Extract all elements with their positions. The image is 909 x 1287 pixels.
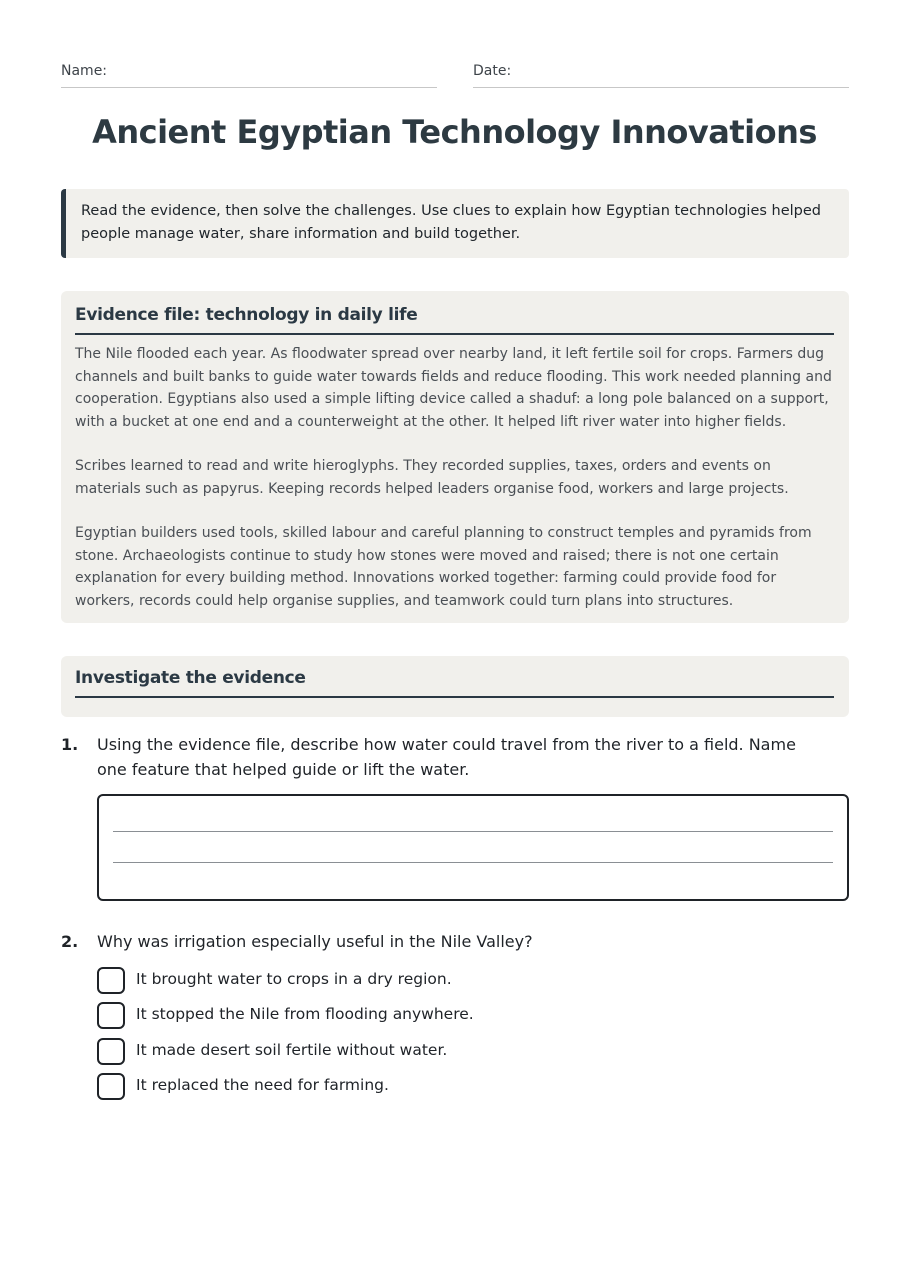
question-1 [61, 732, 849, 904]
investigate-section-header [61, 656, 849, 717]
answer-box[interactable] [97, 794, 849, 901]
option-label: It made desert soil fertile without water. [136, 1041, 448, 1059]
option-label: It replaced the need for farming. [136, 1076, 389, 1094]
option-label: It brought water to crops in a dry region. [136, 970, 452, 988]
checkbox[interactable] [97, 1002, 125, 1029]
checkbox[interactable] [97, 1073, 125, 1100]
evidence-paragraph: Scribes learned to read and write hieroglyphs. They recorded supplies, taxes, orders and events on materials such as papyrus. Keeping records helped leaders organise food, workers and large projects. [75, 458, 789, 497]
name-label: Name: [61, 63, 108, 79]
evidence-file-panel [61, 291, 849, 623]
date-label: Date: [473, 63, 512, 79]
investigate-heading: Investigate the evidence [75, 666, 834, 698]
question-text: Using the evidence file, describe how water could travel from the river to a field. Name one feature that helped guide or lift the water. [97, 735, 796, 779]
option-label: It stopped the Nile from flooding anywhere. [136, 1005, 474, 1023]
date-field[interactable] [473, 60, 849, 88]
evidence-paragraph: Egyptian builders used tools, skilled labour and careful planning to construct temples and pyramids from stone. Archaeologists continue to study how stones were moved and raised; there is not one certain explanation for every building method. Innovations worked together: farming could provide food for workers, records could help organise supplies, and teamwork could turn plans into structures. [75, 525, 812, 609]
question-number: 1. [61, 735, 79, 754]
student-info-header [61, 60, 849, 88]
question-2 [61, 929, 849, 1104]
question-text: Why was irrigation especially useful in the Nile Valley? [97, 932, 533, 951]
answer-line [113, 862, 833, 863]
evidence-paragraph: The Nile flooded each year. As floodwater spread over nearby land, it left fertile soil for crops. Farmers dug channels and built banks to guide water towards fields and reduce flooding. This work needed planning and cooperation. Egyptians also used a simple lifting device called a shaduf: a long pole balanced on a support, with a bucket at one end and a counterweight at the other. It helped lift river water into higher fields. [75, 346, 832, 430]
name-field[interactable] [61, 60, 437, 88]
answer-line [113, 831, 833, 832]
checkbox[interactable] [97, 1038, 125, 1065]
evidence-heading: Evidence file: technology in daily life [75, 303, 834, 335]
page-title: Ancient Egyptian Technology Innovations [92, 113, 817, 151]
instructions-callout: Read the evidence, then solve the challenges. Use clues to explain how Egyptian technologies helped people manage water, share information and build together. [61, 189, 849, 258]
question-number: 2. [61, 932, 79, 951]
checkbox[interactable] [97, 967, 125, 994]
